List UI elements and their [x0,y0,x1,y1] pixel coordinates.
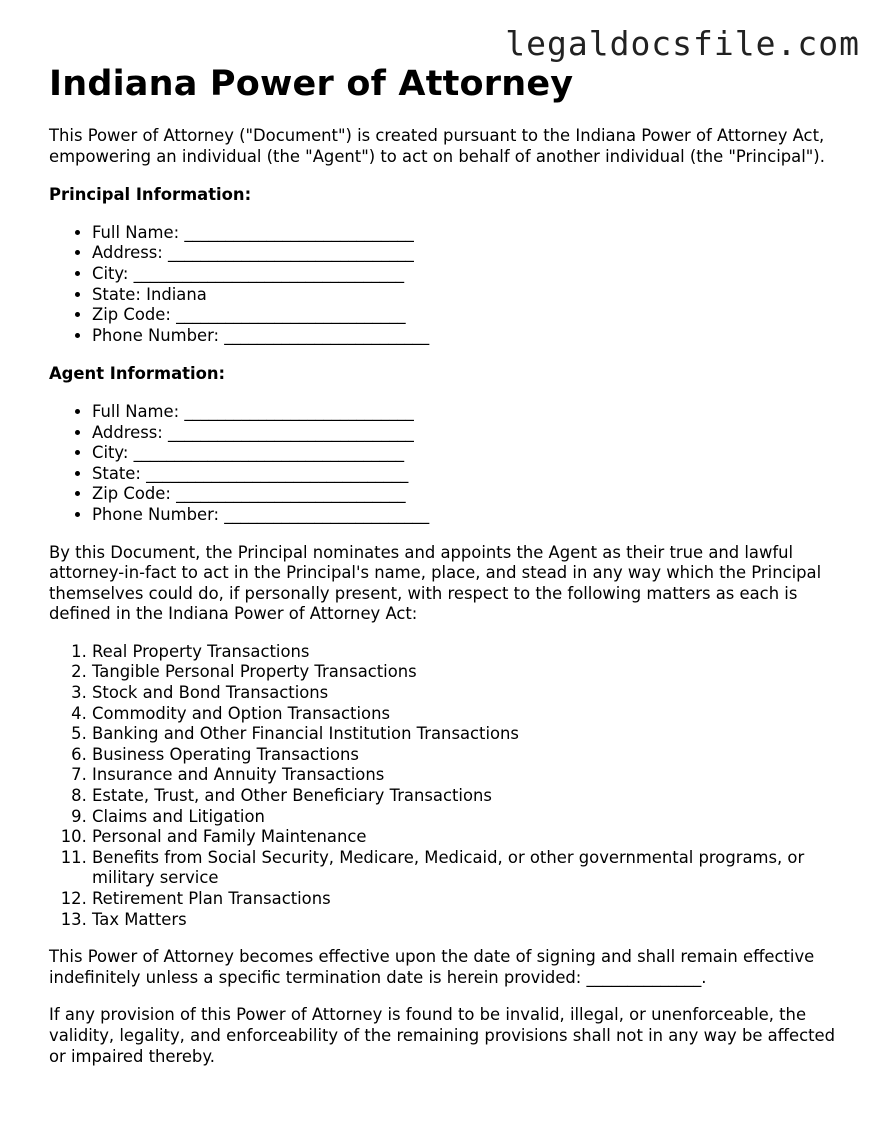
principal-city: • City: _________________________________ [92,264,849,285]
document-title: Indiana Power of Attorney [49,64,574,104]
list-item: 3. Stock and Bond Transactions [92,683,849,704]
principal-heading: Principal Information: [49,185,252,205]
appointment-paragraph: By this Document, the Principal nominates and appoints the Agent as their true and lawful attorney-in-fact to act in the Principal's name, place, and stead in any way which the Principal themselves could do, if personally present, with respect to the following matters as each is defined in the Indiana Power of Attorney Act: [49,542,822,624]
list-item: 11. Benefits from Social Security, Medicare, Medicaid, or other governmental programs, or military service [92,848,849,889]
watermark: legaldocsfile.com [505,24,860,63]
agent-zip-code: • Zip Code: ____________________________ [92,484,849,505]
list-item: 9. Claims and Litigation [92,807,849,828]
list-item: 4. Commodity and Option Transactions [92,704,849,725]
severability-paragraph: If any provision of this Power of Attorney is found to be invalid, illegal, or unenforceable, the validity, legality, and enforceability of the remaining provisions shall not in any way be affected or impaired thereby. [49,1005,835,1066]
agent-heading: Agent Information: [49,364,226,384]
list-item: 1. Real Property Transactions [92,642,849,663]
principal-address: • Address: ______________________________ [92,243,849,264]
list-item: 12. Retirement Plan Transactions [92,889,849,910]
principal-fields-list [49,223,849,347]
document [49,60,849,1067]
agent-address: • Address: ______________________________ [92,423,849,444]
list-item: 5. Banking and Other Financial Institution Transactions [92,724,849,745]
agent-phone-number: • Phone Number: _________________________ [92,505,849,526]
list-item: 13. Tax Matters [92,910,849,931]
agent-fields-list [49,402,849,526]
list-item: 2. Tangible Personal Property Transactions [92,662,849,683]
principal-state: • State: Indiana [92,285,849,306]
list-item: 7. Insurance and Annuity Transactions [92,765,849,786]
list-item: 10. Personal and Family Maintenance [92,827,849,848]
principal-zip-code: • Zip Code: ____________________________ [92,305,849,326]
agent-state: • State: ________________________________ [92,464,849,485]
list-item: 8. Estate, Trust, and Other Beneficiary Transactions [92,786,849,807]
principal-full-name: • Full Name: ____________________________ [92,223,849,244]
matters-list [49,642,849,930]
principal-phone-number: • Phone Number: _________________________ [92,326,849,347]
agent-full-name: • Full Name: ____________________________ [92,402,849,423]
effective-date-paragraph: This Power of Attorney becomes effective upon the date of signing and shall remain effective indefinitely unless a specific termination date is herein provided: ______________. [49,947,815,987]
intro-paragraph: This Power of Attorney ("Document") is created pursuant to the Indiana Power of Attorney Act, empowering an individual (the "Agent") to act on behalf of another individual (the "Principal"). [49,126,825,166]
list-item: 6. Business Operating Transactions [92,745,849,766]
agent-city: • City: _________________________________ [92,443,849,464]
